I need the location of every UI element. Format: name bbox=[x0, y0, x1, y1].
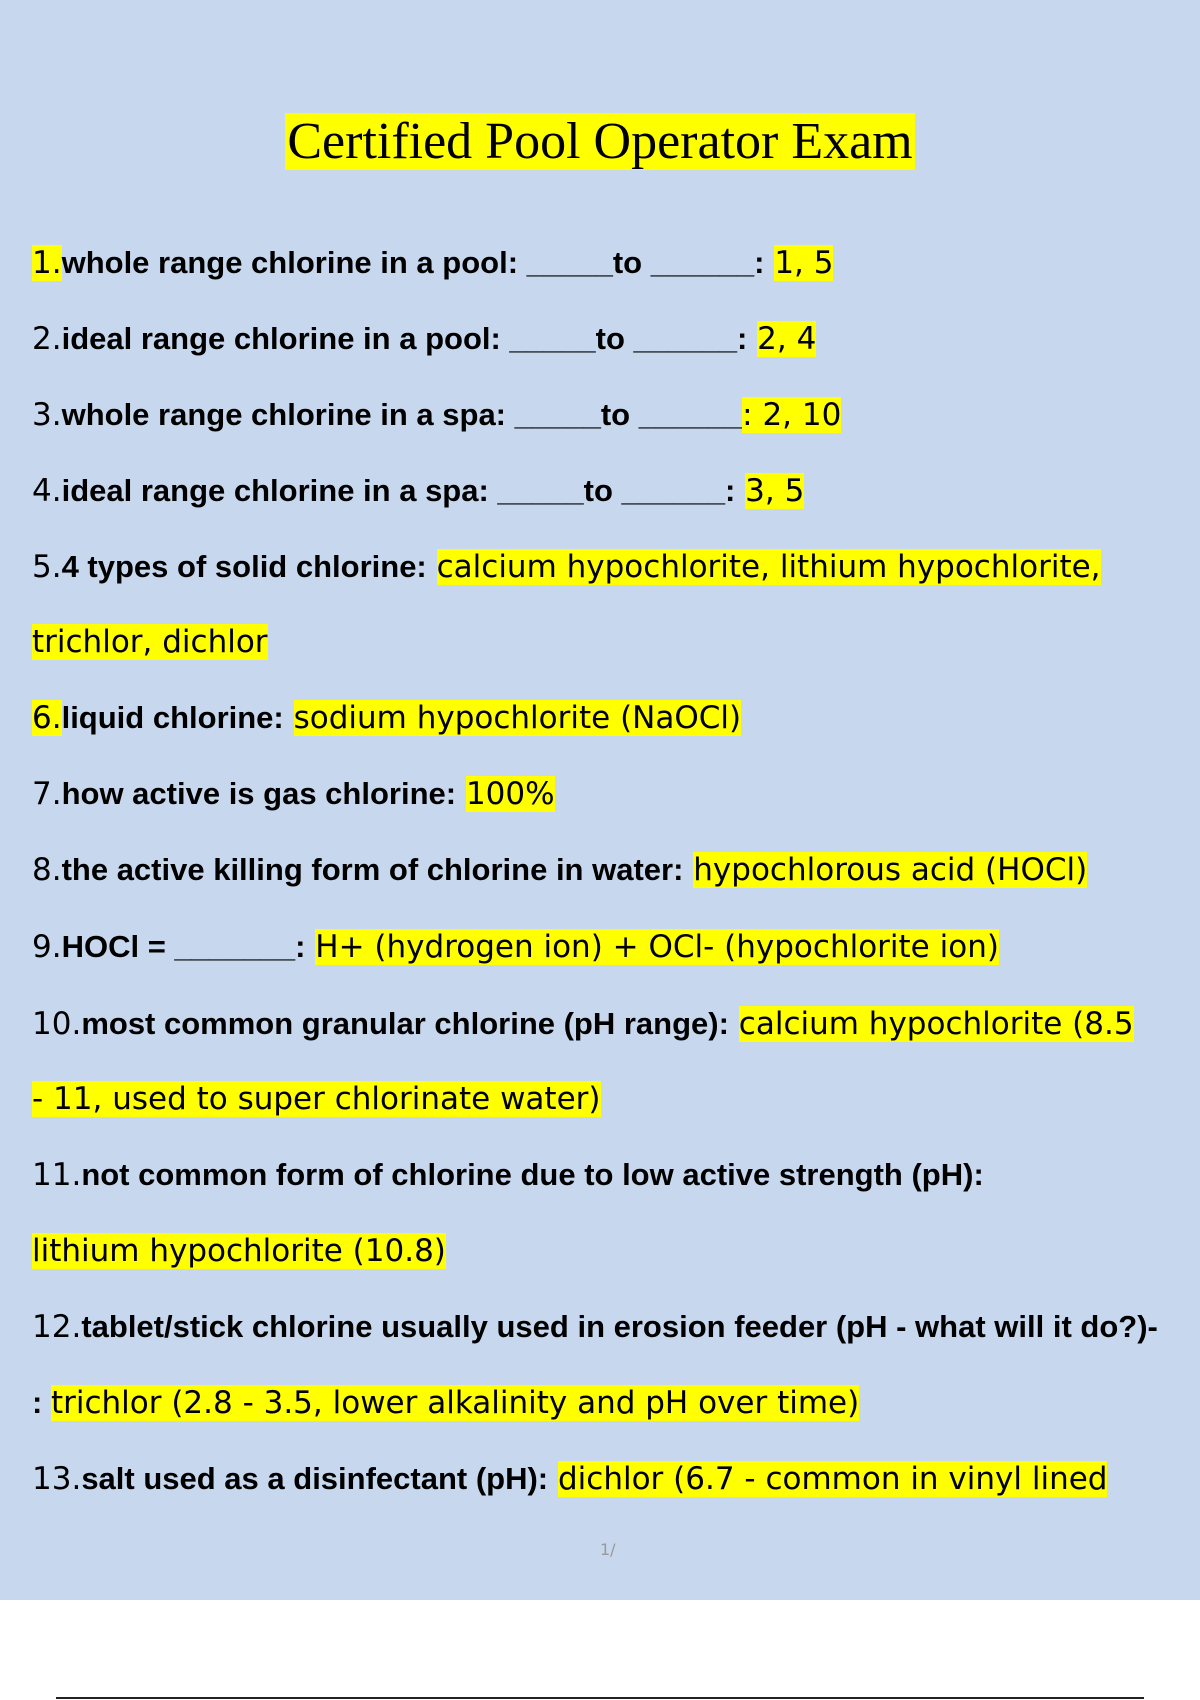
list-item-10-continued bbox=[32, 1079, 601, 1119]
question-text: not common form of chlorine due to low active strength (pH): bbox=[81, 1157, 984, 1192]
list-item-6 bbox=[32, 698, 741, 738]
list-item-13 bbox=[32, 1459, 1107, 1499]
list-item-8 bbox=[32, 850, 1087, 890]
list-item-7 bbox=[32, 774, 555, 814]
list-item-3 bbox=[32, 395, 841, 435]
question-text: whole range chlorine in a pool: _____to ______: bbox=[61, 245, 765, 280]
answer-text: hypochlorous acid (HOCl) bbox=[693, 852, 1088, 888]
item-number: 4. bbox=[32, 473, 62, 509]
answer-text: H+ (hydrogen ion) + OCl- (hypochlorite ion) bbox=[315, 929, 999, 965]
answer-text: 2, 4 bbox=[757, 321, 817, 357]
answer-text: 3, 5 bbox=[745, 473, 805, 509]
answer-text: trichlor, dichlor bbox=[32, 624, 268, 660]
question-text: tablet/stick chlorine usually used in erosion feeder (pH - what will it do?)- bbox=[81, 1309, 1158, 1344]
item-number: 8. bbox=[32, 852, 62, 888]
question-text: the active killing form of chlorine in water: bbox=[61, 852, 684, 887]
question-text: whole range chlorine in a spa: _____to ______ bbox=[61, 397, 743, 432]
question-text: HOCl = _______: bbox=[61, 929, 306, 964]
answer-text: : 2, 10 bbox=[742, 397, 842, 433]
page-title: Certified Pool Operator Exam bbox=[287, 113, 913, 170]
list-item-12-continued bbox=[32, 1383, 859, 1423]
answer-text: trichlor (2.8 - 3.5, lower alkalinity and pH over time) bbox=[50, 1385, 860, 1421]
item-number: 1. bbox=[32, 245, 62, 281]
question-text: most common granular chlorine (pH range): bbox=[81, 1006, 729, 1041]
item-number: 5. bbox=[32, 549, 62, 585]
item-number: 7. bbox=[32, 776, 62, 812]
list-item-12 bbox=[32, 1307, 1158, 1347]
list-item-11-continued bbox=[32, 1231, 446, 1271]
question-text: how active is gas chlorine: bbox=[61, 776, 457, 811]
question-text: 4 types of solid chlorine: bbox=[61, 549, 427, 584]
list-item-1 bbox=[32, 243, 833, 283]
answer-text: sodium hypochlorite (NaOCl) bbox=[293, 700, 742, 736]
title-block bbox=[0, 112, 1200, 172]
question-text: ideal range chlorine in a pool: _____to ______: bbox=[61, 321, 748, 356]
list-item-10 bbox=[32, 1004, 1134, 1044]
answer-text: 1, 5 bbox=[774, 245, 834, 281]
item-number: 3. bbox=[32, 397, 62, 433]
item-number: 10. bbox=[32, 1006, 82, 1042]
page-number: 1/ bbox=[600, 1540, 616, 1559]
answer-text: 100% bbox=[465, 776, 555, 812]
question-text: salt used as a disinfectant (pH): bbox=[81, 1461, 549, 1496]
list-item-4 bbox=[32, 471, 804, 511]
answer-prefix: : bbox=[32, 1385, 51, 1420]
answer-text: lithium hypochlorite (10.8) bbox=[32, 1233, 446, 1269]
item-number: 13. bbox=[32, 1461, 82, 1497]
list-item-2 bbox=[32, 319, 816, 359]
list-item-11 bbox=[32, 1155, 984, 1195]
answer-text: calcium hypochlorite, lithium hypochlorite, bbox=[436, 549, 1101, 585]
answer-text: dichlor (6.7 - common in vinyl lined bbox=[558, 1461, 1108, 1497]
list-item-9 bbox=[32, 927, 999, 967]
item-number: 12. bbox=[32, 1309, 82, 1345]
footer-divider bbox=[56, 1697, 1144, 1699]
question-text: ideal range chlorine in a spa: _____to ______: bbox=[61, 473, 736, 508]
answer-text: calcium hypochlorite (8.5 bbox=[738, 1006, 1134, 1042]
list-item-5-continued bbox=[32, 622, 268, 662]
item-number: 6. bbox=[32, 700, 62, 736]
item-number: 11. bbox=[32, 1157, 82, 1193]
question-text: liquid chlorine: bbox=[61, 700, 284, 735]
item-number: 9. bbox=[32, 929, 62, 965]
item-number: 2. bbox=[32, 321, 62, 357]
answer-text: - 11, used to super chlorinate water) bbox=[32, 1081, 601, 1117]
list-item-5 bbox=[32, 547, 1101, 587]
